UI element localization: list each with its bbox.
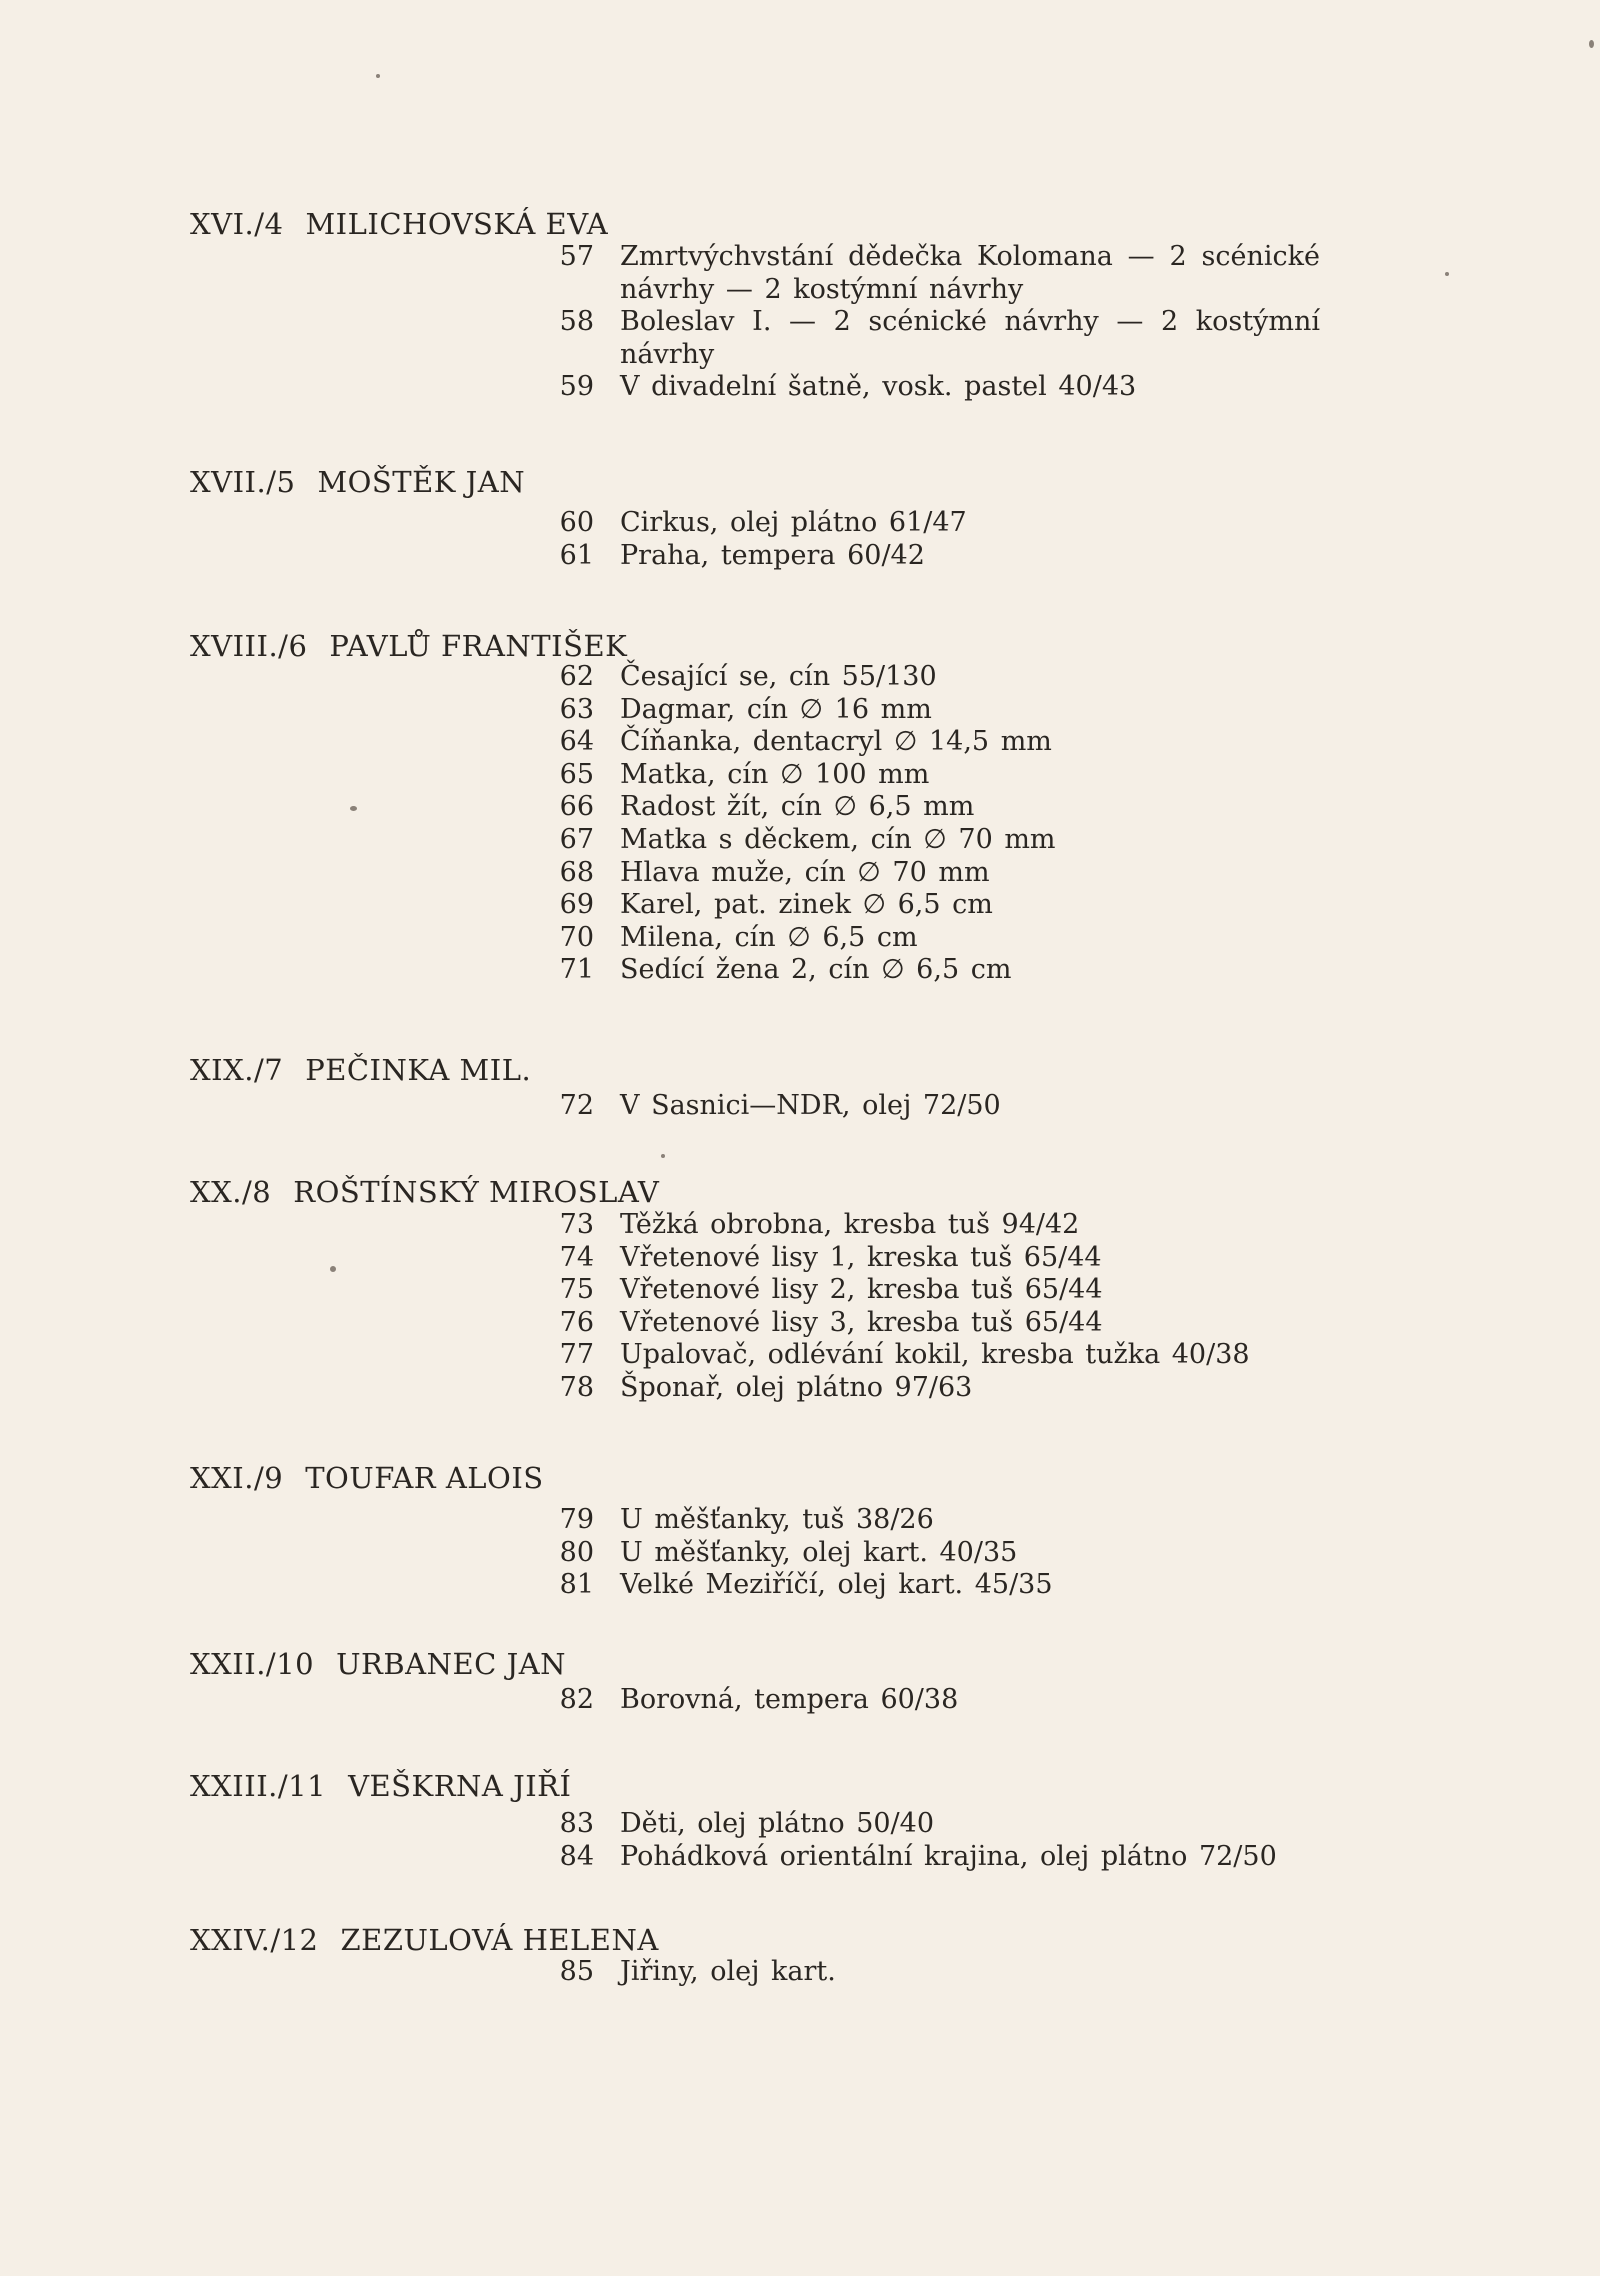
paper-speck xyxy=(1445,272,1449,276)
item-title: Číňanka, dentacryl ∅ 14,5 mm xyxy=(620,726,1052,758)
artist-name: ROŠTÍNSKÝ MIROSLAV xyxy=(293,1175,660,1209)
item-title: Pohádková orientální krajina, olej plátno 72/50 xyxy=(620,1840,1277,1872)
item-number: 60 xyxy=(559,507,594,538)
section-number: XIX./7 xyxy=(190,1053,284,1087)
list-item xyxy=(190,759,1390,792)
item-title: Radost žít, cín ∅ 6,5 mm xyxy=(620,791,975,823)
list-item xyxy=(190,824,1390,857)
item-number: 70 xyxy=(559,921,594,953)
item-title: Velké Meziříčí, olej kart. 45/35 xyxy=(620,1569,1053,1601)
section-number: XXIV./12 xyxy=(190,1923,319,1957)
list-item xyxy=(190,1242,1390,1275)
section-heading xyxy=(190,1766,1390,1806)
item-number: 73 xyxy=(559,1209,594,1240)
artist-name: VEŠKRNA JIŘÍ xyxy=(348,1769,572,1803)
item-title: Borovná, tempera 60/38 xyxy=(620,1684,959,1715)
item-number: 68 xyxy=(559,856,594,888)
item-title: Vřetenové lisy 2, kresba tuš 65/44 xyxy=(620,1274,1103,1306)
item-title: Děti, olej plátno 50/40 xyxy=(620,1808,935,1839)
list-item xyxy=(190,1504,1390,1537)
item-number: 85 xyxy=(559,1956,594,1987)
item-number: 67 xyxy=(559,823,594,855)
list-item xyxy=(190,1808,1390,1841)
list-item xyxy=(190,306,1390,371)
section-heading xyxy=(190,1644,1390,1684)
item-number: 57 xyxy=(559,241,594,272)
list-item xyxy=(190,694,1390,727)
item-number: 71 xyxy=(559,954,594,986)
item-title: Karel, pat. zinek ∅ 6,5 cm xyxy=(620,889,993,921)
section-heading xyxy=(190,1458,1390,1498)
item-number: 79 xyxy=(559,1504,594,1535)
paper-speck xyxy=(376,74,380,78)
item-title: Šponař, olej plátno 97/63 xyxy=(620,1371,973,1403)
section-heading xyxy=(190,1050,1390,1090)
list-item xyxy=(190,540,1390,573)
item-title: Milena, cín ∅ 6,5 cm xyxy=(620,921,918,953)
section-pecinka xyxy=(190,1050,1390,1123)
list-item xyxy=(190,1090,1390,1123)
section-number: XVIII./6 xyxy=(190,629,308,663)
item-number: 69 xyxy=(559,889,594,921)
item-title: Matka s děckem, cín ∅ 70 mm xyxy=(620,823,1056,855)
section-heading xyxy=(190,462,1390,502)
paper-speck xyxy=(330,1266,336,1272)
item-title: Cirkus, olej plátno 61/47 xyxy=(620,507,967,538)
section-heading xyxy=(190,626,1390,666)
item-number: 78 xyxy=(559,1371,594,1403)
list-item xyxy=(190,1307,1390,1340)
list-item xyxy=(190,922,1390,955)
item-number: 59 xyxy=(559,371,594,403)
item-number: 61 xyxy=(559,539,594,571)
item-number: 83 xyxy=(559,1808,594,1839)
section-heading xyxy=(190,204,1390,244)
list-item xyxy=(190,1841,1390,1874)
item-title: Dagmar, cín ∅ 16 mm xyxy=(620,693,932,725)
item-number: 63 xyxy=(559,693,594,725)
paper-speck xyxy=(1589,40,1594,48)
artist-name: PAVLŮ FRANTIŠEK xyxy=(329,629,628,663)
item-number: 75 xyxy=(559,1274,594,1306)
list-item xyxy=(190,241,1390,306)
section-number: XXI./9 xyxy=(190,1461,284,1495)
section-number: XVII./5 xyxy=(190,465,296,499)
list-item xyxy=(190,1684,1390,1717)
item-number: 58 xyxy=(559,306,594,338)
item-number: 62 xyxy=(559,661,594,692)
item-title: Vřetenové lisy 3, kresba tuš 65/44 xyxy=(620,1306,1103,1338)
item-title: Praha, tempera 60/42 xyxy=(620,539,925,571)
item-title: Hlava muže, cín ∅ 70 mm xyxy=(620,856,990,888)
item-title: Sedící žena 2, cín ∅ 6,5 cm xyxy=(620,954,1012,986)
item-title: U měšťanky, olej kart. 40/35 xyxy=(620,1536,1018,1568)
artist-name: PEČINKA MIL. xyxy=(305,1053,532,1087)
item-title: V Sasnici—NDR, olej 72/50 xyxy=(620,1090,1001,1121)
artist-name: MOŠTĚK JAN xyxy=(317,465,526,499)
paper-speck xyxy=(350,806,357,811)
item-number: 77 xyxy=(559,1339,594,1371)
artist-name: ZEZULOVÁ HELENA xyxy=(340,1923,659,1957)
section-milichovska xyxy=(190,204,1390,404)
item-title: Česající se, cín 55/130 xyxy=(620,661,937,692)
paper-speck xyxy=(661,1154,665,1158)
artist-name: TOUFAR ALOIS xyxy=(305,1461,544,1495)
list-item xyxy=(190,507,1390,540)
list-item xyxy=(190,726,1390,759)
item-title: Těžká obrobna, kresba tuš 94/42 xyxy=(620,1209,1080,1240)
list-item xyxy=(190,1956,1390,1989)
item-number: 81 xyxy=(559,1569,594,1601)
section-rostinsky xyxy=(190,1172,1390,1405)
list-item xyxy=(190,371,1390,404)
artist-name: MILICHOVSKÁ EVA xyxy=(305,207,609,241)
item-number: 80 xyxy=(559,1536,594,1568)
item-number: 72 xyxy=(559,1090,594,1121)
item-number: 74 xyxy=(559,1241,594,1273)
list-item xyxy=(190,1537,1390,1570)
section-zezulova xyxy=(190,1920,1390,1989)
section-veskrna xyxy=(190,1766,1390,1873)
section-heading xyxy=(190,1172,1390,1212)
list-item xyxy=(190,1274,1390,1307)
section-pavlu xyxy=(190,626,1390,987)
list-item xyxy=(190,1569,1390,1602)
section-number: XX./8 xyxy=(190,1175,272,1209)
item-title: Zmrtvýchvstání dědečka Kolomana — 2 scénické návrhy — 2 kostýmní návrhy xyxy=(620,241,1320,305)
item-title: U měšťanky, tuš 38/26 xyxy=(620,1504,934,1535)
section-heading xyxy=(190,1920,1390,1960)
item-number: 66 xyxy=(559,791,594,823)
list-item xyxy=(190,661,1390,694)
section-urbanec xyxy=(190,1644,1390,1717)
item-number: 76 xyxy=(559,1306,594,1338)
item-number: 65 xyxy=(559,758,594,790)
item-title: V divadelní šatně, vosk. pastel 40/43 xyxy=(620,371,1137,403)
section-number: XXIII./11 xyxy=(190,1769,327,1803)
item-number: 84 xyxy=(559,1840,594,1872)
list-item xyxy=(190,1209,1390,1242)
item-number: 82 xyxy=(559,1684,594,1715)
item-title: Jiřiny, olej kart. xyxy=(620,1956,836,1987)
list-item xyxy=(190,857,1390,890)
list-item xyxy=(190,1339,1390,1372)
section-toufar xyxy=(190,1458,1390,1602)
item-number: 64 xyxy=(559,726,594,758)
list-item xyxy=(190,1372,1390,1405)
section-mostek xyxy=(190,462,1390,572)
item-title: Matka, cín ∅ 100 mm xyxy=(620,758,930,790)
item-title: Upalovač, odlévání kokil, kresba tužka 40/38 xyxy=(620,1339,1250,1371)
list-item xyxy=(190,791,1390,824)
section-number: XVI./4 xyxy=(190,207,284,241)
list-item xyxy=(190,954,1390,987)
item-title: Vřetenové lisy 1, kreska tuš 65/44 xyxy=(620,1241,1102,1273)
list-item xyxy=(190,889,1390,922)
item-title: Boleslav I. — 2 scénické návrhy — 2 kostýmní návrhy xyxy=(620,306,1320,370)
section-number: XXII./10 xyxy=(190,1647,315,1681)
artist-name: URBANEC JAN xyxy=(336,1647,567,1681)
